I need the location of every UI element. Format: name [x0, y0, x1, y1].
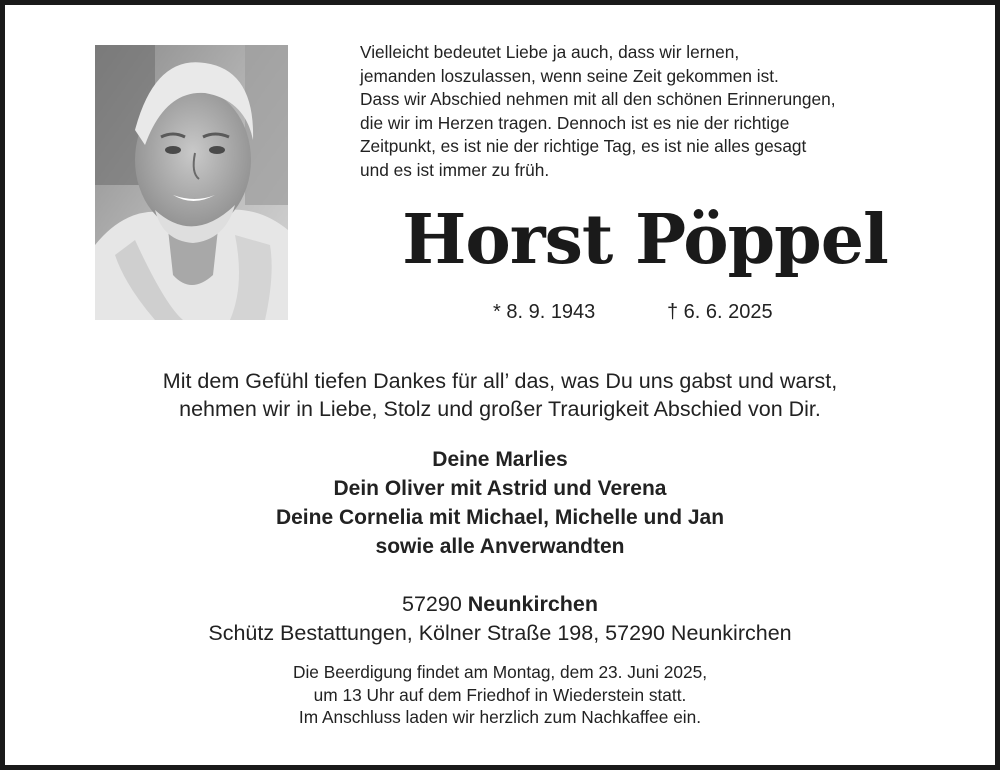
poem-line: Zeitpunkt, es ist nie der richtige Tag, es ist nie alles gesagt: [360, 136, 807, 157]
birth-date: * 8. 9. 1943: [493, 301, 596, 323]
portrait-photo: [95, 45, 288, 320]
poem-line: und es ist immer zu früh.: [360, 159, 550, 180]
mourners-list: [5, 445, 995, 561]
poem-line: jemanden loszulassen, wenn seine Zeit gekommen ist.: [360, 65, 779, 86]
funeral-line: um 13 Uhr auf dem Friedhof in Wiederstein statt.: [313, 684, 687, 705]
funeral-line: Die Beerdigung findet am Montag, dem 23. Juni 2025,: [292, 662, 708, 682]
poem-line: Dass wir Abschied nehmen mit all den schönen Erinnerungen,: [360, 89, 836, 110]
thanks-line: nehmen wir in Liebe, Stolz und großer Traurigkeit Abschied von Dir.: [179, 397, 821, 421]
funeral-notice: [5, 661, 995, 729]
undertaker-line: Schütz Bestattungen, Kölner Straße 198, 57290 Neunkirchen: [208, 621, 792, 645]
mourner-line: Deine Cornelia mit Michael, Michelle und Jan: [275, 506, 725, 529]
mourner-line: Deine Marlies: [432, 448, 568, 471]
thanks-text: [5, 367, 995, 423]
portrait-image: [95, 45, 288, 320]
poem-line: die wir im Herzen tragen. Dennoch ist es nie der richtige: [360, 112, 790, 133]
deceased-name: Horst Pöppel: [402, 200, 888, 280]
mourner-line: sowie alle Anverwandten: [375, 535, 625, 558]
death-date: † 6. 6. 2025: [667, 301, 773, 323]
postal-code: 57290: [401, 592, 462, 616]
poem-text: [360, 41, 960, 183]
address-block: [5, 590, 995, 648]
funeral-line: Im Anschluss laden wir herzlich zum Nachkaffee ein.: [298, 707, 702, 727]
town-line: [5, 590, 995, 619]
town-name: Neunkirchen: [467, 592, 598, 616]
poem-line: Vielleicht bedeutet Liebe ja auch, dass wir lernen,: [360, 42, 740, 62]
mourner-line: Dein Oliver mit Astrid und Verena: [333, 477, 667, 500]
thanks-line: Mit dem Gefühl tiefen Dankes für all’ das, was Du uns gabst und warst,: [162, 369, 838, 393]
